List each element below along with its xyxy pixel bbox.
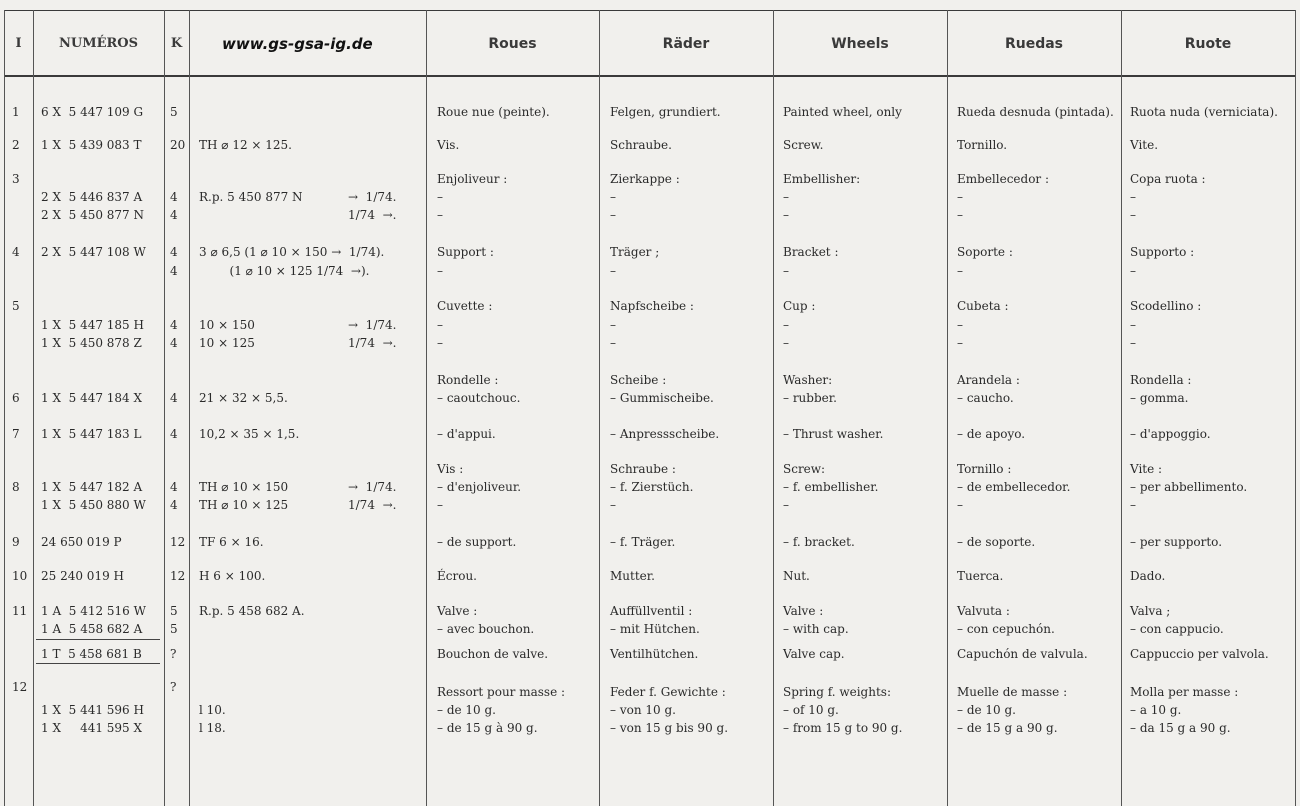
part-number: 1 X 5 447 185 H: [41, 318, 144, 332]
quantity-k: ?: [170, 647, 177, 661]
quantity-k: 4: [170, 427, 178, 441]
column-header-i: I: [15, 36, 22, 51]
column-header-wheels: Wheels: [831, 36, 889, 52]
translation-cell: Napfscheibe :: [610, 299, 694, 313]
translation-cell: Capuchón de valvula.: [957, 647, 1088, 661]
row-index: 10: [12, 569, 28, 583]
translation-cell: – with cap.: [783, 622, 849, 636]
translation-cell: Schraube :: [610, 462, 676, 476]
row-index: 5: [12, 299, 20, 313]
translation-cell: Enjoliveur :: [437, 172, 508, 186]
row-index: 8: [12, 480, 20, 494]
translation-cell: – de soporte.: [957, 535, 1036, 549]
spec-text: TF 6 × 16.: [199, 535, 264, 549]
spec-text: R.p. 5 458 682 A.: [199, 604, 305, 618]
part-number: 1 X 441 595 X: [41, 721, 143, 735]
part-number: 1 X 5 447 183 L: [41, 427, 142, 441]
translation-cell: –: [957, 336, 963, 350]
translation-cell: – Thrust washer.: [783, 427, 884, 441]
translation-cell: –: [437, 318, 443, 332]
translation-cell: Painted wheel, only: [783, 105, 902, 119]
translation-cell: Spring f. weights:: [783, 685, 891, 699]
translation-cell: Embellisher:: [783, 172, 861, 186]
translation-cell: – con cepuchón.: [957, 622, 1055, 636]
spec-text: (1 ⌀ 10 × 125 1/74 →).: [199, 264, 370, 278]
column-divider: [1121, 10, 1122, 806]
column-header-numeros: NUMÉROS: [58, 36, 139, 51]
column-divider: [426, 10, 427, 806]
quantity-k: 4: [170, 391, 178, 405]
translation-cell: –: [957, 208, 963, 222]
translation-cell: –: [610, 208, 616, 222]
translation-cell: –: [957, 264, 963, 278]
quantity-k: 4: [170, 264, 178, 278]
translation-cell: Bracket :: [783, 245, 839, 259]
translation-cell: Screw:: [783, 462, 826, 476]
translation-cell: – f. bracket.: [783, 535, 855, 549]
part-number: 2 X 5 446 837 A: [41, 190, 143, 204]
translation-cell: Valvuta :: [957, 604, 1010, 618]
translation-cell: Vite.: [1130, 138, 1159, 152]
quantity-k: 5: [170, 604, 178, 618]
translation-cell: Tornillo :: [957, 462, 1012, 476]
date-arrow: → 1/74.: [348, 480, 397, 494]
translation-cell: Feder f. Gewichte :: [610, 685, 726, 699]
translation-cell: –: [783, 190, 789, 204]
translation-cell: Cappuccio per valvola.: [1130, 647, 1269, 661]
translation-cell: – de apoyo.: [957, 427, 1026, 441]
translation-cell: – from 15 g to 90 g.: [783, 721, 903, 735]
translation-cell: –: [783, 264, 789, 278]
translation-cell: –: [957, 190, 963, 204]
part-number: 2 X 5 450 877 N: [41, 208, 145, 222]
translation-cell: –: [610, 498, 616, 512]
translation-cell: Screw.: [783, 138, 824, 152]
date-arrow: 1/74 →.: [348, 336, 397, 350]
translation-cell: –: [783, 498, 789, 512]
part-number: 1 X 5 447 182 A: [41, 480, 143, 494]
spec-text: l 18.: [199, 721, 226, 735]
quantity-k: 12: [170, 569, 186, 583]
translation-cell: Valve :: [783, 604, 824, 618]
translation-cell: Auffüllventil :: [610, 604, 693, 618]
quantity-k: 12: [170, 535, 186, 549]
part-number: 1 X 5 441 596 H: [41, 703, 144, 717]
row-index: 6: [12, 391, 20, 405]
translation-cell: – Gummischeibe.: [610, 391, 714, 405]
translation-cell: Vite :: [1130, 462, 1163, 476]
translation-cell: –: [1130, 190, 1136, 204]
row-index: 3: [12, 172, 20, 186]
translation-cell: –: [610, 264, 616, 278]
translation-cell: –: [437, 190, 443, 204]
translation-cell: Cuvette :: [437, 299, 493, 313]
translation-cell: –: [610, 318, 616, 332]
row-index: 12: [12, 680, 28, 694]
part-number: 1 A 5 458 682 A: [41, 622, 143, 636]
part-number: 1 T 5 458 681 B: [41, 647, 142, 661]
translation-cell: Tuerca.: [957, 569, 1004, 583]
spec-text: TH ⌀ 10 × 150: [199, 480, 289, 494]
translation-cell: – caoutchouc.: [437, 391, 521, 405]
part-number: 1 A 5 412 516 W: [41, 604, 146, 618]
quantity-k: 4: [170, 208, 178, 222]
column-header-ruedas: Ruedas: [1004, 36, 1064, 52]
translation-cell: –: [1130, 264, 1136, 278]
translation-cell: – mit Hütchen.: [610, 622, 700, 636]
translation-cell: Schraube.: [610, 138, 672, 152]
translation-cell: Valve cap.: [783, 647, 845, 661]
translation-cell: Cup :: [783, 299, 816, 313]
part-number: 1 X 5 450 878 Z: [41, 336, 142, 350]
translation-cell: Vis :: [437, 462, 464, 476]
column-header-roues: Roues: [488, 36, 537, 52]
quantity-k: 4: [170, 190, 178, 204]
translation-cell: Rondella :: [1130, 373, 1192, 387]
translation-cell: Bouchon de valve.: [437, 647, 549, 661]
spec-text: H 6 × 100.: [199, 569, 266, 583]
translation-cell: –: [437, 208, 443, 222]
row-index: 1: [12, 105, 20, 119]
part-number: 25 240 019 H: [41, 569, 124, 583]
spec-text: l 10.: [199, 703, 226, 717]
quantity-k: 4: [170, 245, 178, 259]
translation-cell: –: [610, 336, 616, 350]
translation-cell: –: [437, 264, 443, 278]
translation-cell: Écrou.: [437, 569, 477, 583]
column-divider: [164, 10, 165, 806]
translation-cell: –: [1130, 498, 1136, 512]
column-divider: [947, 10, 948, 806]
translation-cell: – of 10 g.: [783, 703, 839, 717]
translation-cell: –: [783, 208, 789, 222]
translation-cell: Soporte :: [957, 245, 1013, 259]
translation-cell: – de 15 g à 90 g.: [437, 721, 538, 735]
translation-cell: –: [437, 498, 443, 512]
translation-cell: Vis.: [437, 138, 460, 152]
translation-cell: – a 10 g.: [1130, 703, 1182, 717]
translation-cell: – de 10 g.: [957, 703, 1016, 717]
translation-cell: –: [1130, 318, 1136, 332]
part-number: 1 X 5 447 184 X: [41, 391, 143, 405]
column-header-k: K: [170, 36, 183, 51]
translation-cell: – d'appoggio.: [1130, 427, 1211, 441]
date-arrow: 1/74 →.: [348, 208, 397, 222]
translation-cell: –: [783, 318, 789, 332]
column-header-raeder: Räder: [662, 36, 710, 52]
row-index: 9: [12, 535, 20, 549]
spec-text: TH ⌀ 12 × 125.: [199, 138, 292, 152]
translation-cell: Zierkappe :: [610, 172, 680, 186]
translation-cell: Muelle de masse :: [957, 685, 1068, 699]
numeros-rule: [36, 663, 160, 664]
translation-cell: Support :: [437, 245, 494, 259]
translation-cell: – d'enjoliveur.: [437, 480, 522, 494]
header-rule: [4, 75, 1296, 77]
translation-cell: Ventilhütchen.: [610, 647, 699, 661]
quantity-k: 4: [170, 336, 178, 350]
translation-cell: – f. embellisher.: [783, 480, 879, 494]
part-number: 2 X 5 447 108 W: [41, 245, 146, 259]
website-watermark: www.gs-gsa-ig.de: [222, 35, 373, 53]
column-divider: [4, 10, 5, 806]
translation-cell: Rondelle :: [437, 373, 499, 387]
spec-text: 3 ⌀ 6,5 (1 ⌀ 10 × 150 → 1/74).: [199, 245, 385, 259]
part-number: 1 X 5 450 880 W: [41, 498, 146, 512]
translation-cell: – von 15 g bis 90 g.: [610, 721, 729, 735]
translation-cell: Mutter.: [610, 569, 655, 583]
spec-text: 10,2 × 35 × 1,5.: [199, 427, 300, 441]
column-divider: [189, 10, 190, 806]
row-index: 4: [12, 245, 20, 259]
translation-cell: – da 15 g a 90 g.: [1130, 721, 1231, 735]
translation-cell: –: [957, 318, 963, 332]
translation-cell: – per abbellimento.: [1130, 480, 1248, 494]
translation-cell: – de embellecedor.: [957, 480, 1071, 494]
quantity-k: 5: [170, 105, 178, 119]
translation-cell: Tornillo.: [957, 138, 1008, 152]
top-border: [4, 10, 1296, 11]
translation-cell: – per supporto.: [1130, 535, 1223, 549]
translation-cell: – de support.: [437, 535, 517, 549]
translation-cell: Rueda desnuda (pintada).: [957, 105, 1114, 119]
translation-cell: Felgen, grundiert.: [610, 105, 721, 119]
translation-cell: Träger ;: [610, 245, 660, 259]
translation-cell: Washer:: [783, 373, 833, 387]
numeros-rule: [36, 639, 160, 640]
row-index: 2: [12, 138, 20, 152]
translation-cell: – d'appui.: [437, 427, 496, 441]
translation-cell: – avec bouchon.: [437, 622, 535, 636]
translation-cell: Dado.: [1130, 569, 1166, 583]
translation-cell: Embellecedor :: [957, 172, 1050, 186]
part-number: 1 X 5 439 083 T: [41, 138, 142, 152]
translation-cell: – de 15 g a 90 g.: [957, 721, 1058, 735]
part-number: 24 650 019 P: [41, 535, 122, 549]
translation-cell: –: [1130, 336, 1136, 350]
translation-cell: – con cappucio.: [1130, 622, 1224, 636]
translation-cell: – f. Zierstüch.: [610, 480, 694, 494]
quantity-k: 20: [170, 138, 186, 152]
translation-cell: – gomma.: [1130, 391, 1189, 405]
spec-text: 21 × 32 × 5,5.: [199, 391, 288, 405]
translation-cell: Valva ;: [1130, 604, 1171, 618]
row-index: 11: [12, 604, 28, 618]
spec-text: 10 × 150: [199, 318, 255, 332]
translation-cell: Arandela :: [957, 373, 1020, 387]
translation-cell: –: [957, 498, 963, 512]
column-header-ruote: Ruote: [1184, 36, 1232, 52]
translation-cell: Copa ruota :: [1130, 172, 1206, 186]
translation-cell: – Anpressscheibe.: [610, 427, 720, 441]
column-divider: [33, 10, 34, 806]
date-arrow: → 1/74.: [348, 190, 397, 204]
translation-cell: –: [437, 336, 443, 350]
translation-cell: – rubber.: [783, 391, 837, 405]
translation-cell: Ressort pour masse :: [437, 685, 566, 699]
translation-cell: Roue nue (peinte).: [437, 105, 550, 119]
translation-cell: – de 10 g.: [437, 703, 496, 717]
date-arrow: 1/74 →.: [348, 498, 397, 512]
date-arrow: → 1/74.: [348, 318, 397, 332]
translation-cell: Scodellino :: [1130, 299, 1202, 313]
translation-cell: – caucho.: [957, 391, 1014, 405]
translation-cell: Supporto :: [1130, 245, 1195, 259]
quantity-k: 4: [170, 480, 178, 494]
translation-cell: – f. Träger.: [610, 535, 676, 549]
part-number: 6 X 5 447 109 G: [41, 105, 144, 119]
translation-cell: Cubeta :: [957, 299, 1009, 313]
quantity-k: ?: [170, 680, 177, 694]
column-divider: [599, 10, 600, 806]
translation-cell: – von 10 g.: [610, 703, 676, 717]
translation-cell: Molla per masse :: [1130, 685, 1239, 699]
column-divider: [773, 10, 774, 806]
spec-text: TH ⌀ 10 × 125: [199, 498, 289, 512]
translation-cell: Nut.: [783, 569, 810, 583]
quantity-k: 4: [170, 318, 178, 332]
row-index: 7: [12, 427, 20, 441]
spec-text: 10 × 125: [199, 336, 255, 350]
translation-cell: Valve :: [437, 604, 478, 618]
quantity-k: 4: [170, 498, 178, 512]
spec-text: R.p. 5 450 877 N: [199, 190, 303, 204]
translation-cell: Scheibe :: [610, 373, 667, 387]
quantity-k: 5: [170, 622, 178, 636]
column-divider: [1295, 10, 1296, 806]
translation-cell: –: [1130, 208, 1136, 222]
translation-cell: Ruota nuda (verniciata).: [1130, 105, 1278, 119]
translation-cell: –: [783, 336, 789, 350]
translation-cell: –: [610, 190, 616, 204]
